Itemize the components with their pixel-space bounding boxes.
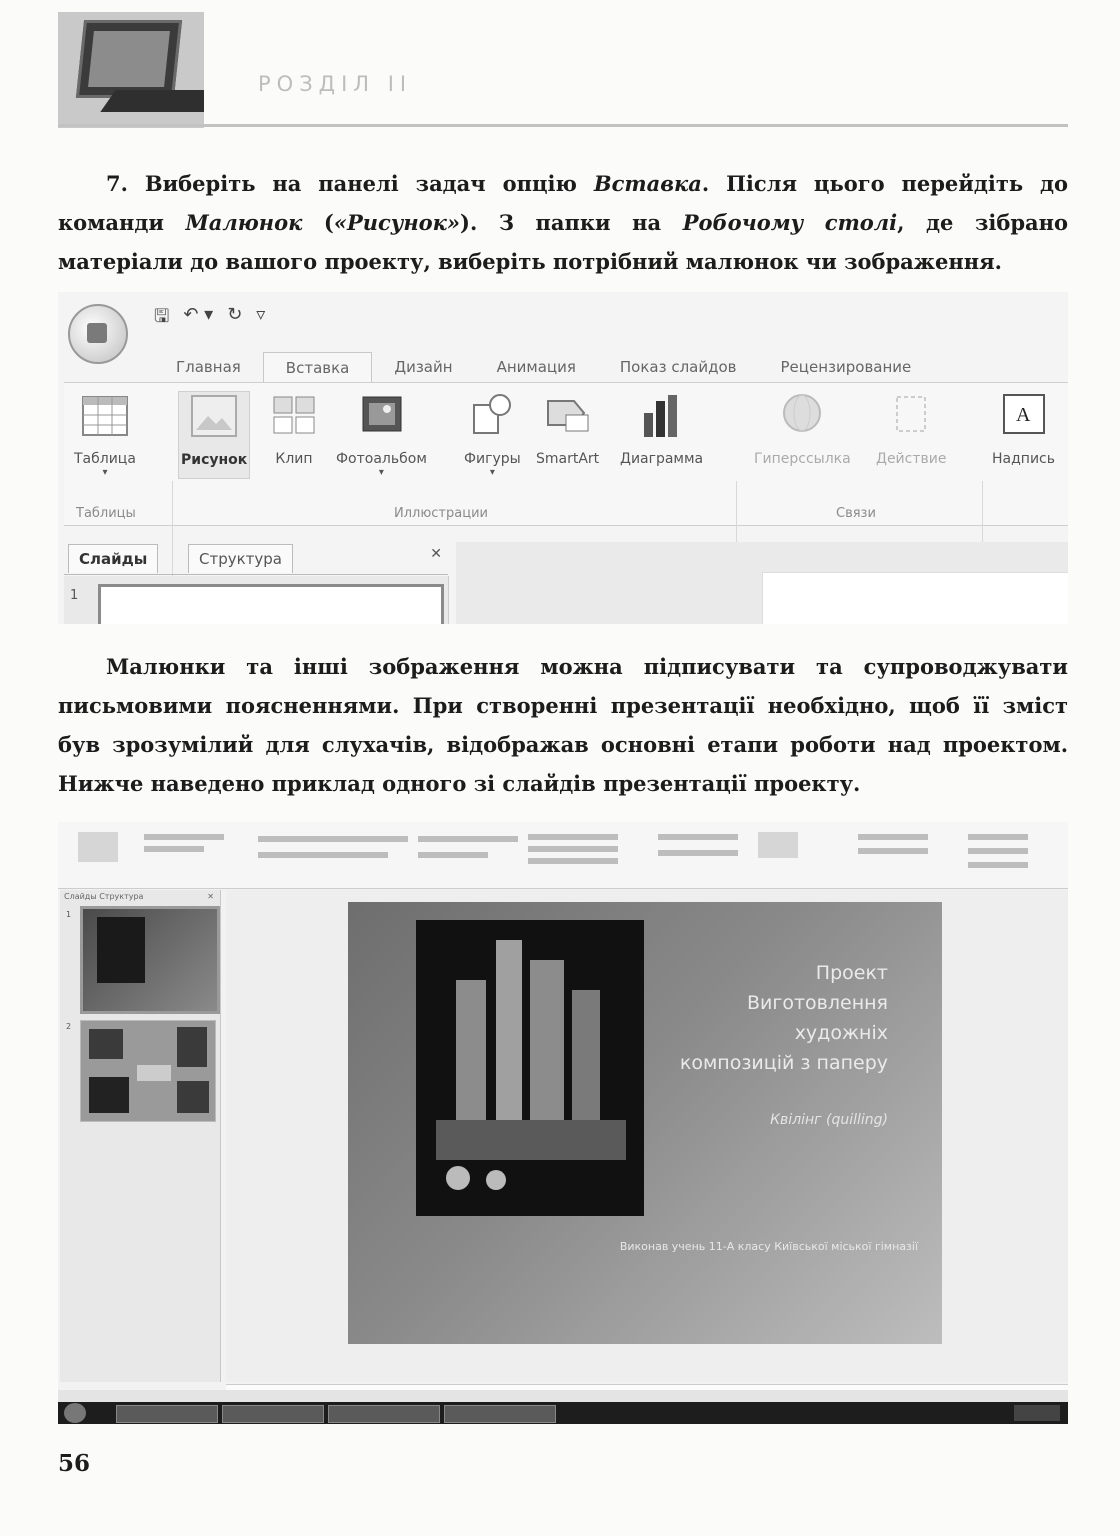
slide-title-line-3: художніх: [794, 1022, 888, 1044]
slide-title-line-4: композицій з паперу: [679, 1052, 888, 1074]
page-number: 56: [58, 1450, 91, 1477]
start-button[interactable]: [64, 1403, 86, 1423]
textbox-button[interactable]: A Надпись: [992, 391, 1055, 467]
tab-home[interactable]: Главная: [176, 358, 241, 376]
redo-icon[interactable]: ↻: [227, 304, 243, 325]
photo-album-button[interactable]: Фотоальбом ▾: [336, 391, 427, 478]
quilling-castle-photo: [416, 920, 644, 1216]
taskbar: [58, 1402, 1068, 1424]
chart-icon: [638, 391, 686, 441]
system-tray: [1014, 1405, 1060, 1421]
slide-footer: Виконав учень 11-А класу Київської міської гімназії: [619, 1240, 918, 1253]
taskbar-item[interactable]: [328, 1405, 440, 1423]
hyperlink-button[interactable]: Гиперссылка: [754, 391, 851, 467]
slide-stage: [226, 890, 1068, 1382]
ribbon-screenshot: [58, 292, 1068, 624]
table-icon: [81, 391, 129, 441]
slide-title-line-1: Проект: [815, 962, 888, 984]
header-rule: [58, 124, 1068, 127]
tab-animation[interactable]: Анимация: [496, 358, 576, 376]
smartart-button[interactable]: SmartArt: [536, 391, 599, 467]
clip-button[interactable]: Клип: [270, 391, 318, 467]
textbox-icon: [1000, 391, 1048, 441]
presentation-screenshot: [58, 822, 1068, 1424]
mini-ribbon: [58, 822, 1068, 889]
tab-outline[interactable]: Структура: [188, 544, 293, 573]
tab-insert[interactable]: Вставка: [263, 352, 373, 383]
quick-access-toolbar: [154, 304, 265, 334]
slides-pane: Слайды Структура ✕ 1 2: [60, 890, 221, 1382]
close-pane-icon[interactable]: ✕: [430, 546, 442, 562]
close-pane-icon[interactable]: ✕: [207, 892, 214, 901]
section-title: РОЗДІЛ ІІ: [258, 72, 413, 96]
title-slide[interactable]: [348, 902, 942, 1344]
action-icon: [887, 391, 935, 441]
slides-pane-tabs: [64, 540, 448, 575]
tab-review[interactable]: Рецензирование: [780, 358, 912, 376]
pane-tabs-label: Слайды Структура: [64, 892, 144, 901]
chart-button[interactable]: Диаграмма: [620, 391, 703, 467]
step7-paragraph: 7. Виберіть на панелі задач опцію Вставка. Після цього перейдіть до команди Малюнок («Рисунок»). З папки на Робочому столі, де зібрано матеріали до вашого проекту, виберіть потрібний малюнок чи зображення.: [58, 171, 1069, 274]
shapes-button[interactable]: Фигуры ▾: [464, 391, 521, 478]
taskbar-item[interactable]: [222, 1405, 324, 1423]
taskbar-item[interactable]: [116, 1405, 218, 1423]
shapes-icon: [468, 391, 516, 441]
table-button[interactable]: Таблица ▾: [74, 391, 136, 478]
explanation-paragraph: Малюнки та інші зображення можна підписувати та супроводжувати письмовими поясненнями. При створенні презентації необхідно, щоб її зміст був зрозумілий для слухачів, відображав основні етапи роботи над проектом. Нижче наведено приклад одного зі слайдів презентації проекту.: [58, 654, 1068, 796]
slide-thumbnail-2[interactable]: [80, 1020, 216, 1122]
ribbon-tabs: [154, 352, 933, 383]
action-button[interactable]: Действие: [876, 391, 946, 467]
taskbar-item[interactable]: [444, 1405, 556, 1423]
slide-number: 1: [70, 588, 79, 603]
picture-icon: [190, 392, 238, 442]
slide-thumbnail[interactable]: [98, 584, 444, 624]
status-bar: [58, 1390, 1068, 1402]
laptop-header-image: [58, 12, 204, 128]
svg-text:A: A: [1015, 404, 1030, 426]
slide-thumbnail-area: [64, 576, 449, 624]
group-illustrations-label: Иллюстрации: [394, 506, 488, 521]
tab-slideshow[interactable]: Показ слайдов: [619, 358, 737, 376]
hyperlink-icon: [778, 391, 826, 441]
photo-album-icon: [357, 391, 405, 441]
ribbon-body: [64, 382, 1068, 526]
save-icon[interactable]: 🖫: [154, 306, 170, 327]
picture-button[interactable]: Рисунок: [178, 391, 250, 479]
undo-icon[interactable]: ↶ ▾: [183, 304, 214, 325]
qat-dropdown-icon[interactable]: ▿: [256, 304, 266, 325]
slide-canvas: [456, 542, 1068, 624]
tab-design[interactable]: Дизайн: [394, 358, 453, 376]
office-button[interactable]: [68, 304, 128, 364]
slide-thumbnail-1[interactable]: [80, 906, 220, 1014]
clip-icon: [270, 391, 318, 441]
slide-subtitle: Квілінг (quilling): [770, 1112, 888, 1128]
slide-title-line-2: Виготовлення: [747, 992, 888, 1014]
group-tables-label: Таблицы: [76, 506, 136, 521]
group-links-label: Связи: [836, 506, 876, 521]
smartart-icon: [544, 391, 592, 441]
tab-slides[interactable]: Слайды: [68, 544, 158, 573]
